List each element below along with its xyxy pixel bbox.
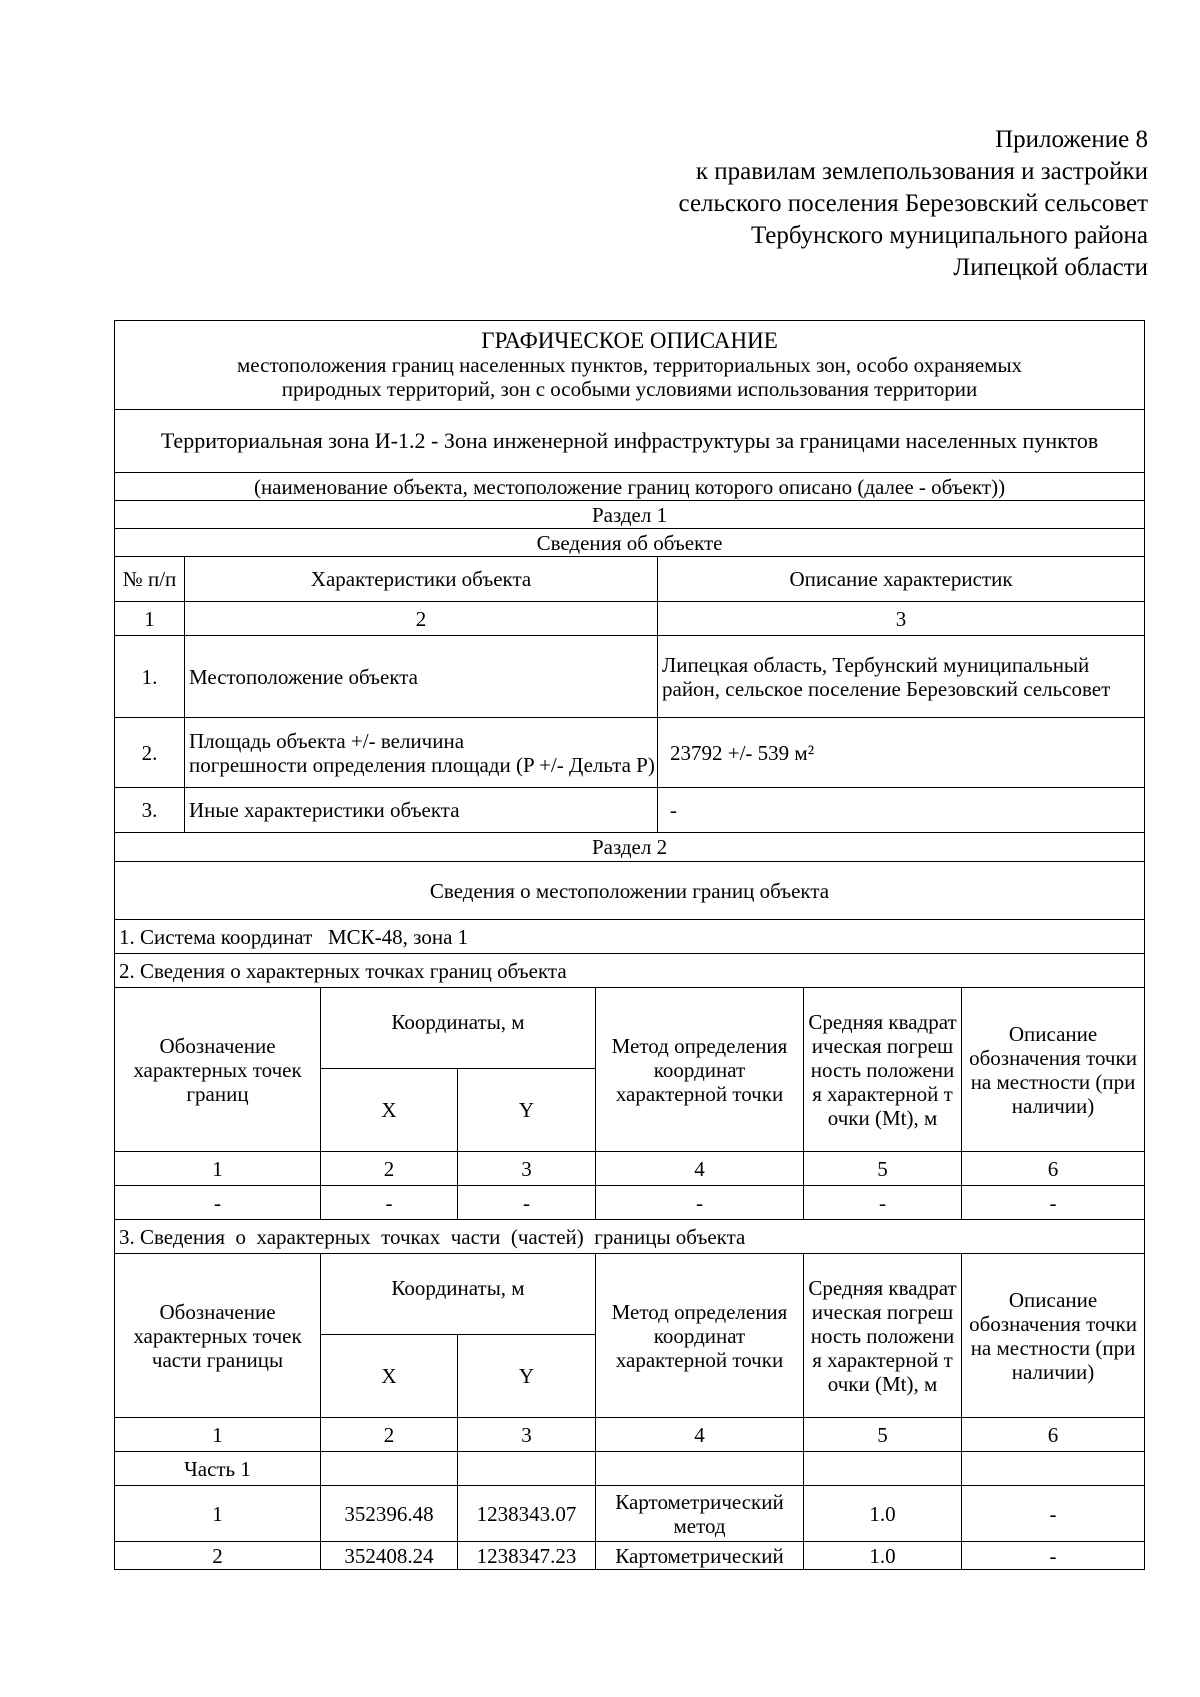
- empty-cell: -: [458, 1186, 596, 1220]
- coordinate-system: 1. Система координат МСК-48, зона 1: [115, 920, 1145, 954]
- point-x: 352396.48: [321, 1486, 458, 1542]
- row-characteristic: Иные характеристики объекта: [185, 788, 658, 833]
- document-title: ГРАФИЧЕСКОЕ ОПИСАНИЕ: [481, 328, 778, 353]
- col-header-num: № п/п: [115, 557, 185, 602]
- point-y: 1238343.07: [458, 1486, 596, 1542]
- col-header-description: Описание характеристик: [658, 557, 1145, 602]
- index-cell: 2: [185, 602, 658, 636]
- index-cell: 6: [962, 1418, 1145, 1452]
- index-cell: 2: [321, 1418, 458, 1452]
- index-cell: 2: [321, 1152, 458, 1186]
- col-header-method: Метод определения координат характерной точки: [596, 1254, 804, 1418]
- section2-subtitle: Сведения о местоположении границ объекта: [115, 862, 1145, 920]
- point-method: Картометрический метод: [596, 1486, 804, 1542]
- row-characteristic: Местоположение объекта: [185, 636, 658, 718]
- row-number: 3.: [115, 788, 185, 833]
- col-header-designation: Обозначение характерных точек части границы: [115, 1254, 321, 1418]
- col-header-characteristics: Характеристики объекта: [185, 557, 658, 602]
- parts-title: 3. Сведения о характерных точках части (частей) границы объекта: [115, 1220, 1145, 1254]
- col-header-designation: Обозначение характерных точек границ: [115, 988, 321, 1152]
- section2-title: Раздел 2: [115, 833, 1145, 862]
- row-characteristic: [185, 718, 658, 788]
- table-row: [115, 788, 1145, 833]
- col-header-error: Средняя квадратическая погрешность положения характерной точки (Mt), м: [804, 1254, 962, 1418]
- index-cell: 3: [658, 602, 1145, 636]
- part-label: Часть 1: [115, 1452, 321, 1486]
- row-number: 2.: [115, 718, 185, 788]
- index-cell: 4: [596, 1418, 804, 1452]
- index-cell: 4: [596, 1152, 804, 1186]
- point-mt: 1.0: [804, 1486, 962, 1542]
- table-row: [115, 1486, 1145, 1542]
- index-cell: 3: [458, 1152, 596, 1186]
- row-description: -: [658, 788, 1145, 833]
- row-number: 1.: [115, 636, 185, 718]
- empty-cell: -: [962, 1186, 1145, 1220]
- col-header-error: Средняя квадратическая погрешность положения характерной точки (Mt), м: [804, 988, 962, 1152]
- col-header-point-description: Описание обозначения точки на местности (при наличии): [962, 1254, 1145, 1418]
- points-title: 2. Сведения о характерных точках границ объекта: [115, 954, 1145, 988]
- point-description: -: [962, 1486, 1145, 1542]
- col-header-coordinates: Координаты, м: [321, 988, 596, 1069]
- section1-subtitle: Сведения об объекте: [115, 529, 1145, 557]
- table-row: [115, 636, 1145, 718]
- empty-cell: -: [115, 1186, 321, 1220]
- index-cell: 3: [458, 1418, 596, 1452]
- table-row: [115, 1452, 1145, 1486]
- index-cell: 5: [804, 1418, 962, 1452]
- index-cell: 6: [962, 1152, 1145, 1186]
- table-row: [115, 1186, 1145, 1220]
- table-row: [115, 718, 1145, 788]
- col-header-x: X: [321, 1069, 458, 1152]
- point-mt: 1.0: [804, 1542, 962, 1570]
- point-description: -: [962, 1542, 1145, 1570]
- description-table: [114, 320, 1145, 1570]
- point-x: 352408.24: [321, 1542, 458, 1570]
- col-header-point-description: Описание обозначения точки на местности (при наличии): [962, 988, 1145, 1152]
- header-line: Тербунского муниципального района: [750, 222, 1148, 249]
- object-caption: (наименование объекта, местоположение границ которого описано (далее - объект)): [115, 473, 1145, 501]
- row-description: 23792 +/- 539 м²: [658, 718, 1145, 788]
- document-header: [679, 124, 1148, 284]
- point-number: 1: [115, 1486, 321, 1542]
- header-line: к правилам землепользования и застройки: [695, 158, 1148, 185]
- empty-cell: -: [596, 1186, 804, 1220]
- empty-cell: -: [321, 1186, 458, 1220]
- col-header-coordinates: Координаты, м: [321, 1254, 596, 1335]
- section1-title: Раздел 1: [115, 501, 1145, 529]
- title-row: [115, 321, 1145, 410]
- header-line: сельского поселения Березовский сельсовет: [678, 190, 1148, 217]
- header-line: Липецкой области: [953, 254, 1148, 281]
- col-header-y: Y: [458, 1335, 596, 1418]
- index-cell: 1: [115, 1152, 321, 1186]
- title-subtitle: местоположения границ населенных пунктов, территориальных зон, особо охраняемых: [237, 353, 1023, 377]
- table-row: [115, 1542, 1145, 1570]
- index-cell: 1: [115, 1418, 321, 1452]
- col-header-y: Y: [458, 1069, 596, 1152]
- row-characteristic-line: погрешности определения площади (P +/- Дельта P): [189, 752, 655, 777]
- col-header-method: Метод определения координат характерной точки: [596, 988, 804, 1152]
- col-header-x: X: [321, 1335, 458, 1418]
- header-line: Приложение 8: [995, 126, 1148, 153]
- index-cell: 5: [804, 1152, 962, 1186]
- point-method: Картометрический: [596, 1542, 804, 1570]
- index-cell: 1: [115, 602, 185, 636]
- point-y: 1238347.23: [458, 1542, 596, 1570]
- title-subtitle: природных территорий, зон с особыми условиями использования территории: [281, 377, 978, 401]
- object-name: Территориальная зона И-1.2 - Зона инженерной инфраструктуры за границами населенных пунктов: [115, 410, 1145, 473]
- row-characteristic-line: Площадь объекта +/- величина: [189, 728, 465, 753]
- empty-cell: -: [804, 1186, 962, 1220]
- point-number: 2: [115, 1542, 321, 1570]
- row-description: Липецкая область, Тербунский муниципальный район, сельское поселение Березовский сельсовет: [658, 636, 1145, 718]
